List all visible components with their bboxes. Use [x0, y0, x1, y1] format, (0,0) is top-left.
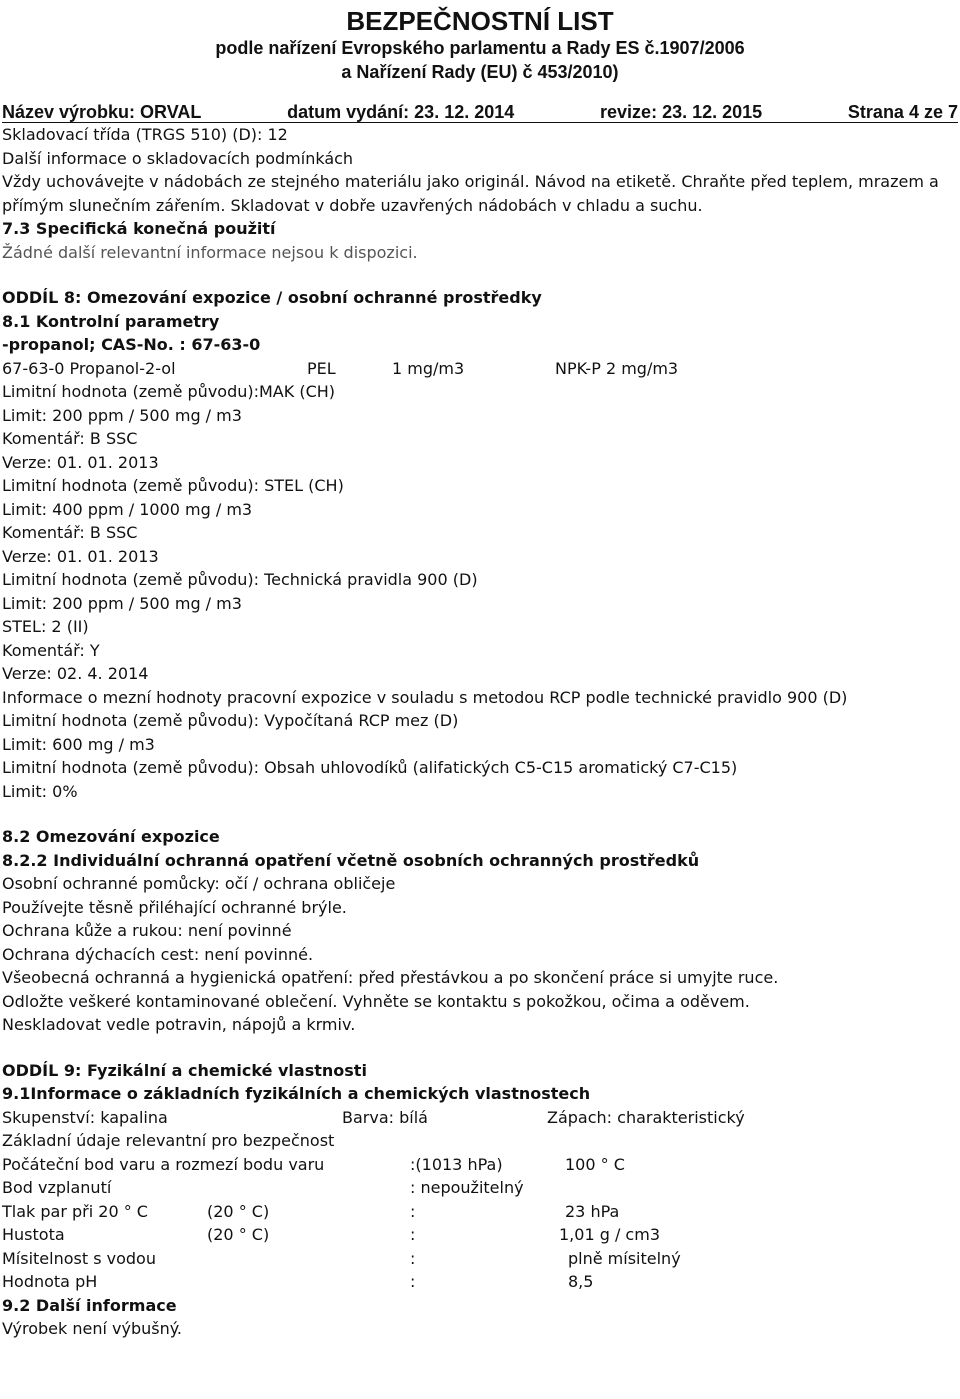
storage-class: Skladovací třída (TRGS 510) (D): 12	[2, 125, 288, 144]
pel-row	[2, 357, 958, 381]
protection-line: Používejte těsně přiléhající ochranné brýle.	[2, 897, 347, 917]
property-row	[2, 1270, 958, 1294]
limit-line: Verze: 01. 01. 2013	[2, 452, 159, 472]
section-9-1-heading: 9.1Informace o základních fyzikálních a chemických vlastnostech	[2, 1084, 591, 1103]
storage-text: Vždy uchovávejte v nádobách ze stejného materiálu jako originál. Návod na etiketě. Chraňte před teplem, mrazem a přímým slunečním zářením. Skladovat v dobře uzavřených nádobách v chladu a suchu.	[2, 172, 939, 215]
section-8-2-heading: 8.2 Omezování expozice	[2, 827, 220, 846]
npk-value: NPK-P 2 mg/m3	[555, 358, 679, 378]
property-value: 100 ° C	[565, 1154, 625, 1174]
limit-line: Komentář: Y	[2, 640, 100, 660]
limit-line: Komentář: B SSC	[2, 523, 138, 542]
limit-line: Verze: 02. 4. 2014	[2, 664, 149, 683]
safety-data-sheet-page	[2, 0, 958, 1341]
pel-value: 1 mg/m3	[392, 358, 465, 378]
odor-value: Zápach: charakteristický	[547, 1107, 745, 1127]
limit-line: Verze: 01. 01. 2013	[2, 546, 159, 566]
property-name: Počáteční bod varu a rozmezí bodu varu	[2, 1154, 325, 1174]
limit-line: Limitní hodnota (země původu):MAK (CH)	[2, 382, 336, 401]
property-row	[2, 1176, 958, 1200]
protection-line: Ochrana dýchacích cest: není povinné.	[2, 944, 314, 964]
protection-line: Neskladovat vedle potravin, nápojů a krmiv.	[2, 1015, 356, 1034]
rcp-info: Informace o mezní hodnoty pracovní expozice v souladu s metodou RCP podle technické pravidlo 900 (D)	[2, 687, 848, 707]
document-title: BEZPEČNOSTNÍ LIST	[346, 6, 614, 36]
page-header	[2, 102, 958, 123]
protection-line: Odložte veškeré kontaminované oblečení. Vyhněte se kontaktu s pokožkou, očima a oděvem.	[2, 991, 750, 1011]
limit-line: Limitní hodnota (země původu): STEL (CH)	[2, 476, 344, 495]
section-8-2-2-heading: 8.2.2 Individuální ochranná opatření včetně osobních ochranných prostředků	[2, 850, 700, 870]
limit-line: Limit: 400 ppm / 1000 mg / m3	[2, 499, 253, 519]
limit-line: Limit: 600 mg / m3	[2, 734, 155, 754]
limit-line: Limit: 200 ppm / 500 mg / m3	[2, 593, 242, 613]
product-name: Název výrobku: ORVAL	[2, 102, 202, 122]
property-value: 8,5	[568, 1272, 594, 1291]
property-separator: :(1013 hPa)	[410, 1154, 503, 1174]
property-row	[2, 1200, 958, 1224]
revision-date: revize: 23. 12. 2015	[600, 102, 763, 122]
property-separator: :	[410, 1201, 416, 1221]
pel-substance: 67-63-0 Propanol-2-ol	[2, 358, 176, 378]
explosive-note: Výrobek není výbušný.	[2, 1319, 182, 1338]
limit-line: Limitní hodnota (země původu): Obsah uhlovodíků (alifatických C5-C15 aromatický C7-C15)	[2, 758, 738, 777]
page-number: Strana 4 ze 7	[847, 102, 958, 122]
limit-line: Limit: 200 ppm / 500 mg / m3	[2, 405, 242, 425]
limit-line: Limit: 0%	[2, 781, 78, 801]
cas-number-line: -propanol; CAS-No. : 67-63-0	[2, 335, 261, 354]
property-row	[2, 1223, 958, 1247]
protection-line: Všeobecná ochranná a hygienická opatření: před přestávkou a po skončení práce si umyjte ruce.	[2, 968, 779, 987]
pel-label: PEL	[307, 358, 336, 378]
protection-line: Ochrana kůže a rukou: není povinné	[2, 921, 292, 940]
document-subtitle-2: a Nařízení Rady (EU) č 453/2010)	[341, 62, 619, 82]
property-name: Tlak par při 20 ° C	[2, 1201, 148, 1221]
basic-safety-data: Základní údaje relevantní pro bezpečnost	[2, 1131, 335, 1150]
property-name: Mísitelnost s vodou	[2, 1248, 156, 1268]
property-separator: :	[410, 1272, 416, 1291]
section-7-3-heading: 7.3 Specifická konečná použití	[2, 219, 276, 238]
limit-line: Komentář: B SSC	[2, 429, 138, 448]
property-row	[2, 1247, 958, 1271]
property-value: plně mísitelný	[568, 1248, 681, 1268]
property-value: 23 hPa	[565, 1201, 620, 1221]
limit-line: STEL: 2 (II)	[2, 617, 89, 636]
section-8-heading: ODDÍL 8: Omezování expozice / osobní ochranné prostředky	[2, 288, 542, 307]
section-9-heading: ODDÍL 9: Fyzikální a chemické vlastnosti	[2, 1060, 367, 1080]
property-name: Hustota	[2, 1225, 65, 1244]
appearance-row	[2, 1106, 958, 1130]
property-name: Hodnota pH	[2, 1272, 98, 1291]
section-7-3-text: Žádné další relevantní informace nejsou k dispozici.	[2, 242, 418, 262]
property-row	[2, 1153, 958, 1177]
document-subtitle-1: podle nařízení Evropského parlamentu a Rady ES č.1907/2006	[215, 38, 745, 58]
property-condition: (20 ° C)	[207, 1201, 270, 1221]
section-9-2-heading: 9.2 Další informace	[2, 1295, 177, 1315]
storage-info-heading: Další informace o skladovacích podmínkách	[2, 148, 354, 168]
property-separator: :	[410, 1225, 416, 1244]
limit-line: Limitní hodnota (země původu): Vypočítaná RCP mez (D)	[2, 711, 459, 730]
property-separator: :	[410, 1248, 416, 1268]
property-separator: : nepoužitelný	[410, 1178, 524, 1197]
property-condition: (20 ° C)	[207, 1225, 270, 1244]
property-value: 1,01 g / cm3	[559, 1225, 660, 1244]
property-name: Bod vzplanutí	[2, 1178, 112, 1197]
limit-line: Limitní hodnota (země původu): Technická pravidla 900 (D)	[2, 570, 478, 589]
section-8-1-heading: 8.1 Kontrolní parametry	[2, 311, 220, 331]
issue-date: datum vydání: 23. 12. 2014	[287, 102, 515, 122]
protection-line: Osobní ochranné pomůcky: očí / ochrana obličeje	[2, 874, 396, 893]
color-value: Barva: bílá	[342, 1107, 428, 1127]
physical-state: Skupenství: kapalina	[2, 1107, 168, 1127]
